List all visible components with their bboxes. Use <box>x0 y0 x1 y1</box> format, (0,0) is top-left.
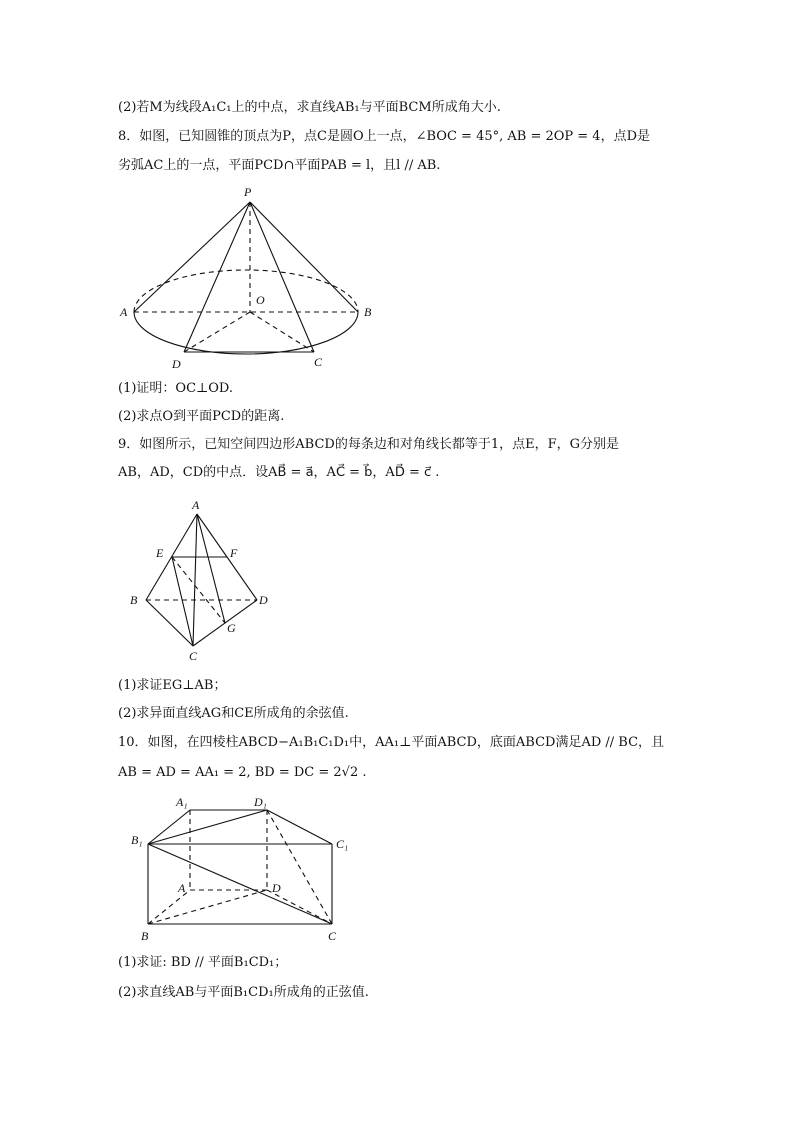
q8-stem-line2: 劣弧AC上的一点，平面PCD∩平面PAB = l，且l // AB. <box>118 158 441 173</box>
q10-part1: (1)求证: BD // 平面B₁CD₁； <box>118 955 288 970</box>
q8-part2: (2)求点O到平面PCD的距离. <box>118 409 285 424</box>
fig8-label-O: O <box>256 293 265 307</box>
fig10-label-C1: C₁ <box>336 837 349 851</box>
q10-stem-line1: 10．如图，在四棱柱ABCD−A₁B₁C₁D₁中，AA₁⊥平面ABCD，底面ABCD满足AD // BC，且 <box>118 735 665 750</box>
figure-cone <box>110 180 400 380</box>
fig9-label-A: A <box>192 498 200 512</box>
fig8-label-P: P <box>244 185 252 199</box>
q8-stem-line1: 8．如图，已知圆锥的顶点为P，点C是圆O上一点，∠BOC = 45°, AB = 2OP = 4，点D是 <box>118 129 651 144</box>
q10-stem-line2: AB = AD = AA₁ = 2, BD = DC = 2√2 . <box>118 765 367 780</box>
fig9-label-B: B <box>130 593 138 607</box>
q7-part2: (2)若M为线段A₁C₁上的中点，求直线AB₁与平面BCM所成角大小. <box>118 100 501 115</box>
fig9-label-F: F <box>230 546 238 560</box>
figure-prism <box>126 790 356 950</box>
fig10-label-D: D <box>272 881 281 895</box>
fig10-label-D1: D₁ <box>254 795 267 809</box>
fig8-label-B: B <box>364 305 372 319</box>
fig10-label-C: C <box>328 929 337 943</box>
fig9-label-G: G <box>227 621 236 635</box>
fig8-label-A: A <box>120 305 128 319</box>
q9-stem-line2: AB，AD，CD的中点．设AB⃗ = a⃗，AC⃗ = b⃗，AD⃗ = c⃗ . <box>118 465 440 480</box>
fig8-label-D: D <box>172 357 181 371</box>
q9-stem-line1: 9．如图所示，已知空间四边形ABCD的每条边和对角线长都等于1，点E，F，G分别是 <box>118 437 619 452</box>
q8-part1: (1)证明：OC⊥OD. <box>118 381 233 396</box>
q9-part2: (2)求异面直线AG和CE所成角的余弦值. <box>118 706 349 721</box>
fig9-label-E: E <box>156 546 164 560</box>
fig9-label-D: D <box>259 593 268 607</box>
figure-tetrahedron <box>120 494 290 666</box>
fig10-label-B1: B₁ <box>131 833 143 847</box>
fig10-label-B: B <box>141 929 149 943</box>
q10-part2: (2)求直线AB与平面B₁CD₁所成角的正弦值. <box>118 985 369 1000</box>
q9-part1: (1)求证EG⊥AB； <box>118 678 227 693</box>
fig10-label-A1: A₁ <box>176 795 188 809</box>
fig8-label-C: C <box>314 355 323 369</box>
fig9-label-C: C <box>189 649 198 663</box>
fig10-label-A: A <box>178 881 186 895</box>
